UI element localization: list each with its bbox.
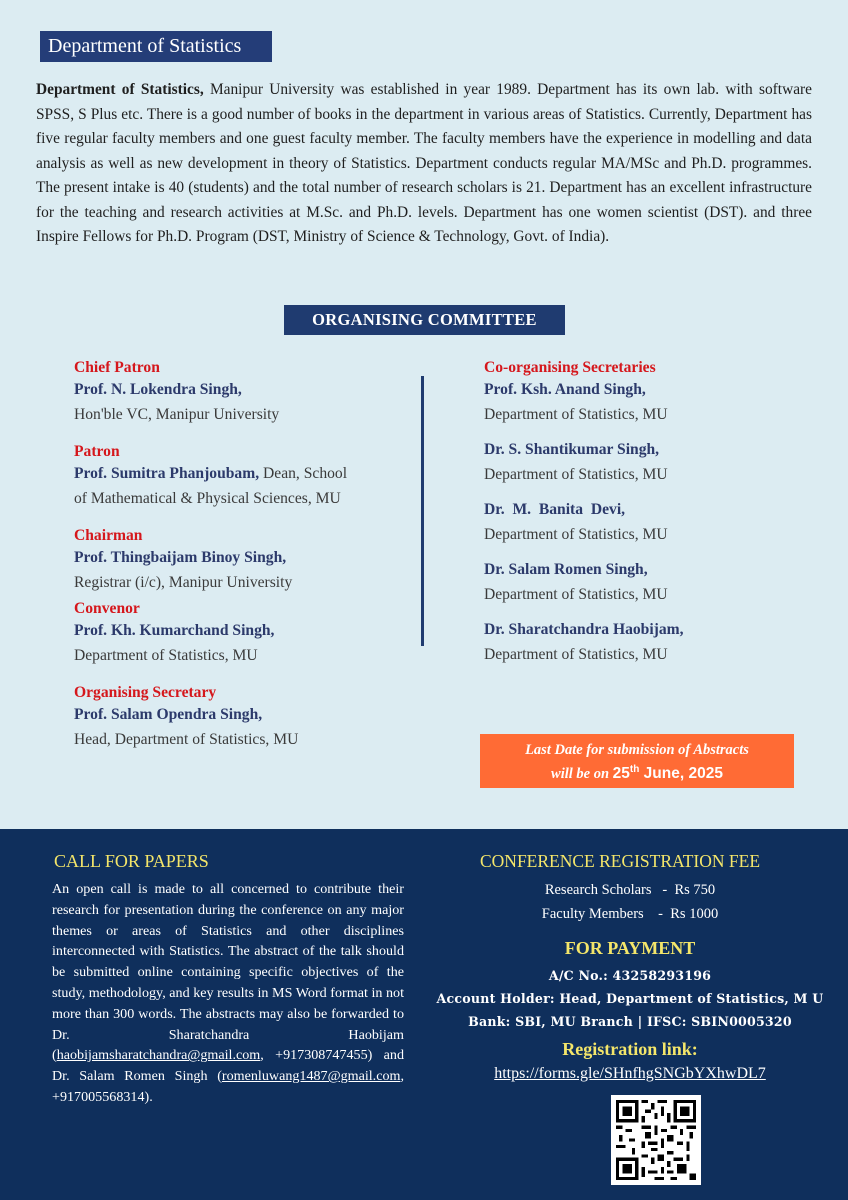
role-label: Chief Patron <box>74 359 160 376</box>
committee-entry <box>484 378 804 427</box>
committee-entry <box>74 525 419 595</box>
qr-code-icon[interactable] <box>611 1095 701 1185</box>
registration-fee-title: CONFERENCE REGISTRATION FEE <box>480 851 761 871</box>
role-label: Patron <box>74 443 120 460</box>
member-affiliation: Registrar (i/c), Manipur University <box>74 574 293 591</box>
member-name: Prof. Salam Opendra Singh, <box>74 706 263 723</box>
committee-entry <box>484 498 804 547</box>
committee-right-column <box>484 357 804 678</box>
email-link-1[interactable]: haobijamsharatchandra@gmail.com <box>56 1047 261 1064</box>
role-label: Organising Secretary <box>74 684 217 701</box>
committee-title: ORGANISING COMMITTEE <box>312 310 537 329</box>
role-label: Co-organising Secretaries <box>484 359 656 376</box>
member-name: Dr. S. Shantikumar Singh, <box>484 441 660 458</box>
email-link-2[interactable]: romenluwang1487@gmail.com <box>221 1068 401 1085</box>
bank-details: Bank: SBI, MU Branch | IFSC: SBIN0005320 <box>468 1014 792 1029</box>
account-number: A/C No.: 43258293196 <box>548 968 712 983</box>
call-for-papers-title: CALL FOR PAPERS <box>54 851 209 871</box>
department-title-banner <box>40 31 272 62</box>
member-affiliation: Hon'ble VC, Manipur University <box>74 406 280 423</box>
member-affiliation: Department of Statistics, MU <box>484 646 668 663</box>
department-intro <box>36 78 812 250</box>
call-for-papers-body: An open call is made to all concerned to contribute their research for presentation during the conference on any major themes or areas of Statistics and other disciplines interconnected with Statistics. The abstract of the talk should be submitted online containing specific objectives of the study, methodology, and key results in MS Word format in not more than 300 words. The abstracts may also be forwarded to Dr. Sharatchandra Haobijam (haobijamsharatchandra@gmail.com, +917308747455) and Dr. Salam Romen Singh (romenluwang1487@gmail.com, +917005568314). <box>52 881 404 1105</box>
member-affiliation: Department of Statistics, MU <box>74 647 258 664</box>
committee-entry <box>484 618 804 667</box>
committee-entry <box>74 598 419 668</box>
fee-research-scholars: Research Scholars - Rs 750 <box>544 882 716 898</box>
intro-text: Manipur University was established in year 1989. Department has its own lab. with software SPSS, S Plus etc. There is a good number of books in the department in various areas of Statistics. Currently, Department has five regular faculty members and one guest faculty member. The faculty members have the experience in modelling and data analysis as well as new development in theory of Statistics. Department conducts regular MA/MSc and Ph.D. programmes. The present intake is 40 (students) and the total number of research scholars is 21. Department has an excellent infrastructure for the teaching and research activities at M.Sc. and Ph.D. levels. Department has one women scientist (DST). and three Inspire Fellows for Ph.D. Program (DST, Ministry of Science & Technology, Govt. of India). <box>36 81 812 245</box>
member-name: Dr. Sharatchandra Haobijam, <box>484 621 684 638</box>
committee-entry <box>74 682 419 752</box>
member-name: Prof. Kh. Kumarchand Singh, <box>74 622 275 639</box>
member-affiliation: Head, Department of Statistics, MU <box>74 731 299 748</box>
member-name: Prof. Ksh. Anand Singh, <box>484 381 646 398</box>
member-affiliation: Department of Statistics, MU <box>484 406 668 423</box>
committee-title-banner <box>284 305 565 335</box>
committee-entry <box>484 558 804 607</box>
member-name: Prof. N. Lokendra Singh, <box>74 381 242 398</box>
account-holder: Account Holder: Head, Department of Statistics, M U <box>436 991 824 1006</box>
department-title: Department of Statistics <box>48 35 242 57</box>
member-name: Dr. Salam Romen Singh, <box>484 561 648 578</box>
footer-panel <box>0 829 848 1200</box>
deadline-line1: Last Date for submission of Abstracts <box>525 742 749 758</box>
committee-entry <box>484 438 804 487</box>
payment-title: FOR PAYMENT <box>564 938 696 958</box>
committee-entry <box>74 441 419 511</box>
column-divider <box>421 376 424 646</box>
member-affiliation: of Mathematical & Physical Sciences, MU <box>74 490 341 507</box>
intro-bold: Department of Statistics, <box>36 81 204 98</box>
committee-left-column <box>74 357 419 766</box>
role-label: Chairman <box>74 527 143 544</box>
member-affiliation: Department of Statistics, MU <box>484 526 668 543</box>
abstract-deadline-box <box>480 734 794 788</box>
committee-entry <box>74 357 419 427</box>
member-affiliation: Department of Statistics, MU <box>484 586 668 603</box>
registration-link[interactable]: https://forms.gle/SHnfhgSNGbYXhwDL7 <box>494 1065 766 1082</box>
member-name: Prof. Thingbaijam Binoy Singh, <box>74 549 287 566</box>
deadline-line2: will be on 25th June, 2025 <box>551 764 723 783</box>
role-label: Convenor <box>74 600 140 617</box>
registration-link-title: Registration link: <box>562 1039 698 1059</box>
member-name: Dr. M. Banita Devi, <box>484 501 626 518</box>
member-name: Prof. Sumitra Phanjoubam, Dean, School <box>74 465 348 482</box>
fee-faculty-members: Faculty Members - Rs 1000 <box>541 906 719 922</box>
member-affiliation: Department of Statistics, MU <box>484 466 668 483</box>
